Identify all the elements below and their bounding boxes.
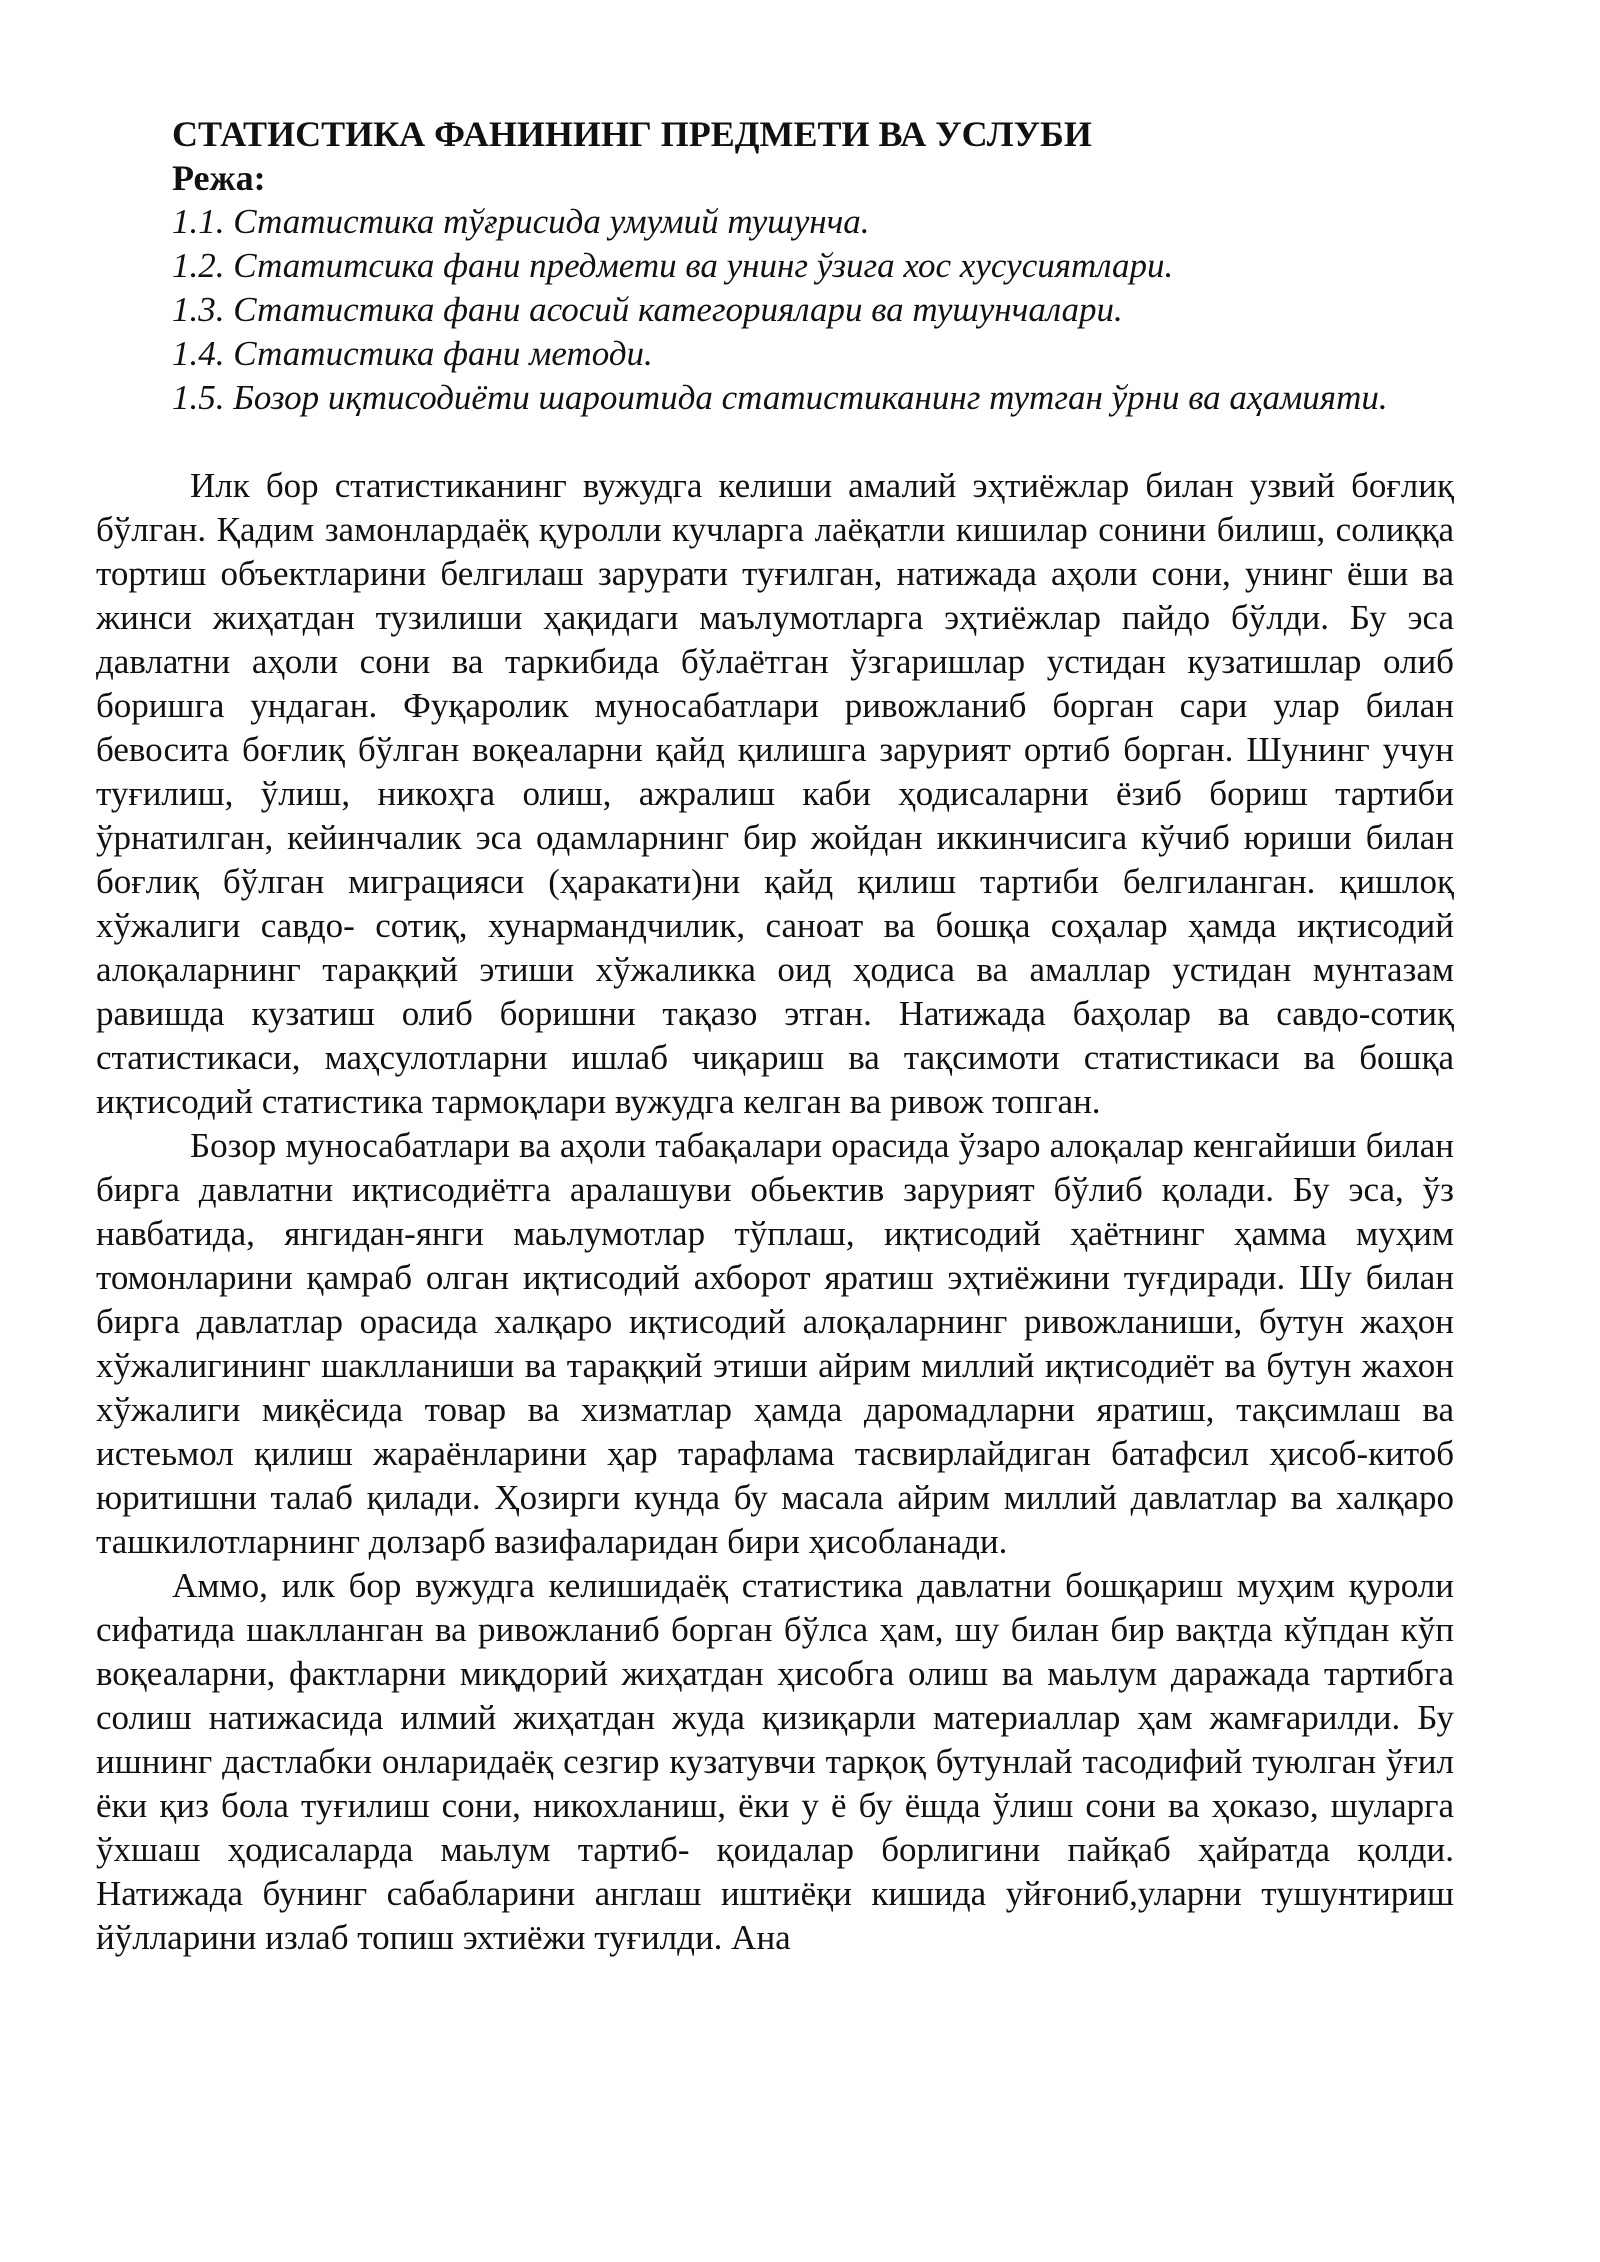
plan-item: 1.3. Статистика фани асосий категориялари ва тушунчалари. bbox=[172, 290, 1123, 329]
body-paragraph: Аммо, илк бор вужудга келишидаёқ статистика давлатни бошқариш муҳим қуроли сифатида шаклланган ва ривожланиб борган бўлса ҳам, шу билан бир вақтда кўпдан кўп воқеаларни, фактларни миқдорий жиҳатдан ҳисобга олиш ва маьлум даражада тартибга солиш натижасида илмий жиҳатдан жуда қизиқарли материаллар ҳам жамғарилди. Бу ишнинг дастлабки онларидаёқ сезгир кузатувчи тарқоқ бутунлай тасодифий туюлган ўғил ёки қиз бола туғилиш сони, никохланиш, ёки у ё бу ёшда ўлиш сони ва ҳоказо, шуларга ўхшаш ҳодисаларда маьлум тартиб- қоидалар борлигини пайқаб ҳайратда қолди. Натижада бунинг сабабларини англаш иштиёқи кишида уйғониб,уларни тушунтириш йўлларини излаб топиш эхтиёжи туғилди. Ана bbox=[96, 1566, 1454, 1957]
plan-list bbox=[96, 200, 1454, 420]
plan-item: 1.2. Статитсика фани предмети ва унинг ўзига хос хусусиятлари. bbox=[172, 246, 1174, 285]
body-paragraph: Бозор муносабатлари ва аҳоли табақалари орасида ўзаро алоқалар кенгайиши билан бирга давлатни иқтисодиётга аралашуви обьектив зарурият бўлиб қолади. Бу эса, ўз навбатида, янгидан-янги маьлумотлар тўплаш, иқтисодий ҳаётнинг ҳамма муҳим томонларини қамраб олган иқтисодий ахборот яратиш эҳтиёжини туғдиради. Шу билан бирга давлатлар орасида халқаро иқтисодий алоқаларнинг ривожланиши, бутун жаҳон хўжалигининг шаклланиши ва тараққий этиши айрим миллий иқтисодиёт ва бутун жахон хўжалиги миқёсида товар ва хизматлар ҳамда даромадларни яратиш, тақсимлаш ва истеьмол қилиш жараёнларини ҳар тарафлама тасвирлайдиган батафсил ҳисоб-китоб юритишни талаб қилади. Ҳозирги кунда бу масала айрим миллий давлатлар ва халқаро ташкилотларнинг долзарб вазифаларидан бири ҳисобланади. bbox=[96, 1126, 1454, 1561]
plan-item: 1.4. Статистика фани методи. bbox=[172, 334, 653, 373]
section-spacer bbox=[96, 420, 1454, 464]
document-body bbox=[96, 112, 1454, 1960]
plan-item: 1.5. Бозор иқтисодиёти шароитида статистиканинг тутган ўрни ва аҳамияти. bbox=[172, 378, 1388, 417]
body-paragraph: Илк бор статистиканинг вужудга келиши амалий эҳтиёжлар билан узвий боғлиқ бўлган. Қадим замонлардаёқ қуролли кучларга лаёқатли кишилар сонини билиш, солиққа тортиш объектларини белгилаш зарурати туғилган, натижада аҳоли сони, унинг ёши ва жинси жиҳатдан тузилиши ҳақидаги маълумотларга эҳтиёжлар пайдо бўлди. Бу эса давлатни аҳоли сони ва таркибида бўлаётган ўзгаришлар устидан кузатишлар олиб боришга ундаган. Фуқаролик муносабатлари ривожланиб борган сари улар билан бевосита боғлиқ бўлган воқеаларни қайд қилишга зарурият ортиб борган. Шунинг учун туғилиш, ўлиш, никоҳга олиш, ажралиш каби ҳодисаларни ёзиб бориш тартиби ўрнатилган, кейинчалик эса одамларнинг бир жойдан иккинчисига кўчиб юриши билан боғлиқ бўлган миграцияси (ҳаракати)ни қайд қилиш тартиби белгиланган. қишлоқ хўжалиги савдо- сотиқ, хунармандчилик, саноат ва бошқа соҳалар ҳамда иқтисодий алоқаларнинг тараққий этиши хўжаликка оид ҳодиса ва амаллар устидан мунтазам равишда кузатиш олиб боришни тақазо этган. Натижада баҳолар ва савдо-сотиқ статистикаси, маҳсулотларни ишлаб чиқариш ва тақсимоти статистикаси ва бошқа иқтисодий статистика тармоқлари вужудга келган ва ривож топган. bbox=[96, 466, 1454, 1121]
plan-label: Режа: bbox=[172, 158, 266, 198]
plan-item: 1.1. Статистика тўғрисида умумий тушунча. bbox=[172, 202, 870, 241]
document-title: СТАТИСТИКА ФАНИНИНГ ПРЕДМЕТИ ВА УСЛУБИ bbox=[172, 114, 1092, 154]
